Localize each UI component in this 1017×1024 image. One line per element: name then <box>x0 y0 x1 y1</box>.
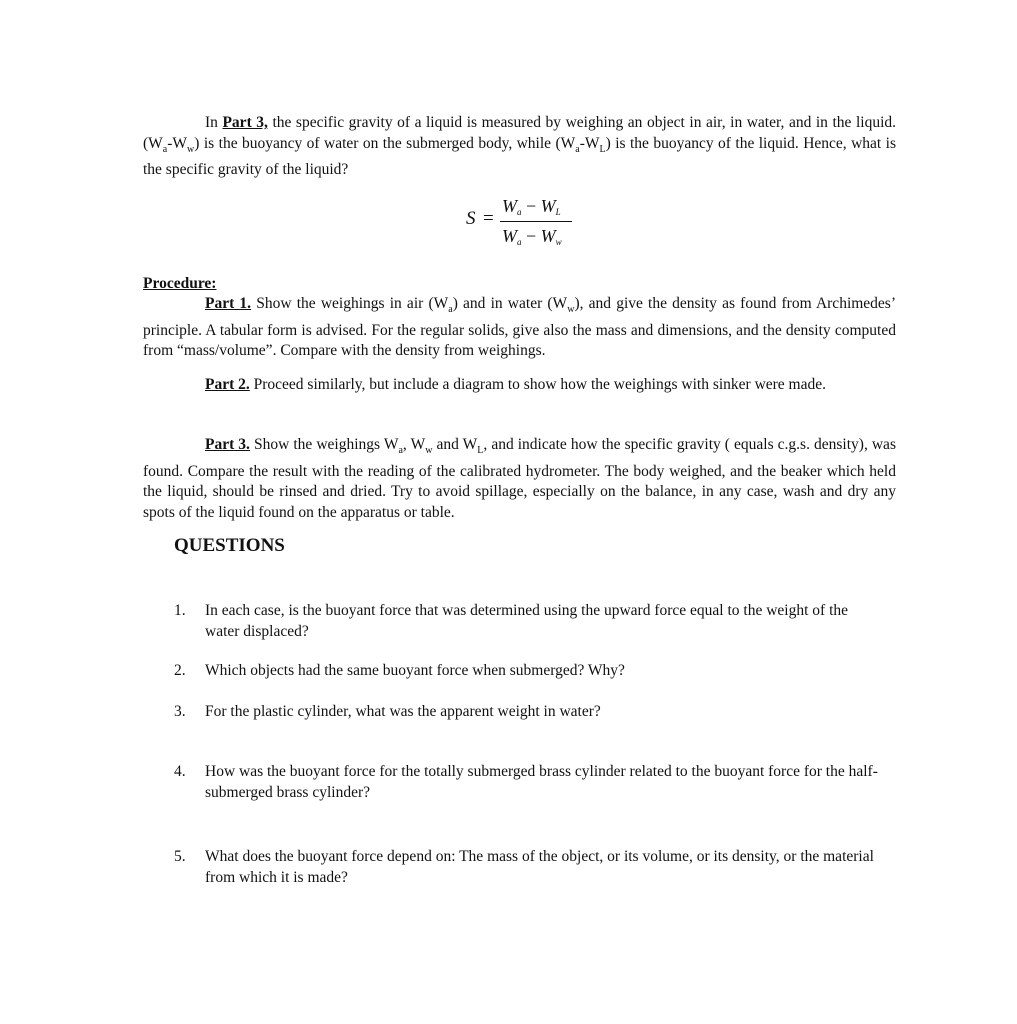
formula-lhs: S <box>466 208 476 229</box>
den-op: − <box>521 226 541 246</box>
procedure-part2 <box>143 375 896 396</box>
question-number: 1. <box>174 602 186 619</box>
question-text: For the plastic cylinder, what was the apparent weight in water? <box>205 703 601 720</box>
intro-sub-a2: a <box>575 143 580 155</box>
intro-text-3: ) is the buoyancy of the liquid. Hence, what is the specific gravity of the liquid? <box>143 134 896 179</box>
part1-text-2: ) and in water (W <box>452 295 568 312</box>
procedure-part1 <box>143 294 896 362</box>
intro-sub-a1: a <box>162 143 168 155</box>
intro-pre: In <box>205 114 223 131</box>
specific-gravity-formula <box>466 196 606 252</box>
question-number: 2. <box>174 662 186 679</box>
question-text: In each case, is the buoyant force that was determined using the upward force equal to the weight of the water displaced? <box>205 602 849 640</box>
procedure-heading: Procedure: <box>143 275 217 292</box>
intro-paragraph <box>143 113 896 181</box>
question-number: 4. <box>174 763 186 780</box>
part1-sub-1: a <box>448 304 453 316</box>
question-number: 5. <box>174 848 186 865</box>
part1-text-1: Show the weighings in air (W <box>251 295 449 312</box>
part3-sub-3: L <box>477 445 484 457</box>
part3-label: Part 3. <box>205 436 250 453</box>
den-s1: a <box>517 237 522 247</box>
question-text: What does the buoyant force depend on: The mass of the object, or its volume, or its density, or the material from which it is made? <box>205 848 874 886</box>
formula-equals: = <box>483 208 494 229</box>
intro-sub-L2: L <box>599 143 606 155</box>
intro-dash-2: -W <box>579 134 600 152</box>
part3-sub-2: w <box>425 445 433 457</box>
den-w1: W <box>502 226 517 246</box>
questions-title: QUESTIONS <box>174 535 285 556</box>
den-s2: w <box>555 237 562 247</box>
part1-label: Part 1. <box>205 295 252 312</box>
intro-text-2: ) is the buoyancy of water on the submerged body, while (W <box>194 134 576 152</box>
num-op: − <box>521 196 541 216</box>
part3-text-2: , W <box>402 436 426 453</box>
part3-text-4: , and indicate how the specific gravity ( equals c.g.s. density), was found. Compare the result with the reading of the calibrated hydrometer. The body weighed, and the beaker which held the liquid, should be rinsed and dried. Try to avoid spillage, especially on the balance, in any case, wash and dry any spots of the liquid found on the apparatus or table. <box>143 436 896 521</box>
intro-text-1: the specific gravity of a liquid is measured by weighing an object in air, in water, and in the liquid. (W <box>143 114 897 152</box>
intro-sub-w1: w <box>187 143 195 155</box>
num-s1: a <box>517 207 522 217</box>
part2-text: Proceed similarly, but include a diagram to show how the weighings with sinker were made. <box>249 376 826 393</box>
num-s2: L <box>555 207 561 217</box>
question-number: 3. <box>174 703 186 720</box>
part3-sub-1: a <box>398 445 403 457</box>
procedure-heading-row <box>143 274 896 295</box>
part1-text-3: ), and give the density as found from Archimedes’ principle. A tabular form is advised. For the regular solids, give also the mass and dimensions, and the density computed from “mass/volume”. Compare with the density from weighings. <box>143 295 897 360</box>
question-text: Which objects had the same buoyant force when submerged? Why? <box>205 662 625 679</box>
part2-label: Part 2. <box>205 376 250 393</box>
formula-numerator <box>502 196 561 217</box>
formula-denominator <box>502 226 562 247</box>
question-text: How was the buoyant force for the totally submerged brass cylinder related to the buoyant force for the half-submerged brass cylinder? <box>205 763 878 801</box>
procedure-part3 <box>143 435 896 523</box>
intro-part-label: Part 3, <box>222 114 268 131</box>
intro-dash-1: -W <box>167 134 188 152</box>
part3-text-3: and W <box>432 436 478 453</box>
part1-sub-2: w <box>567 304 575 316</box>
num-w1: W <box>502 196 517 216</box>
part3-text-1: Show the weighings W <box>249 436 399 453</box>
fraction-bar <box>500 221 572 222</box>
num-w2: W <box>540 196 556 216</box>
den-w2: W <box>540 226 556 246</box>
